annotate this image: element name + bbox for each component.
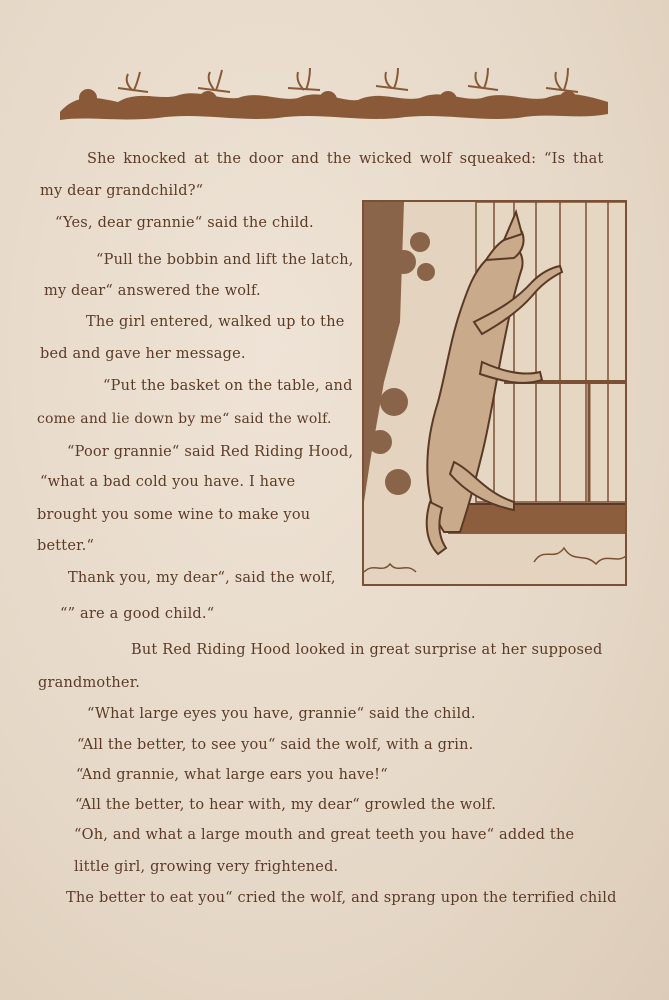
- text-line-23: little girl, growing very frightened.: [74, 859, 339, 875]
- text-line-2: my dear grandchild?“: [40, 183, 204, 199]
- wolf-illustration: [362, 200, 627, 586]
- text-line-12: brought you some wine to make you: [37, 507, 311, 523]
- text-line-22: “Oh, and what a large mouth and great teeth you have“ added the: [74, 827, 575, 843]
- text-line-14: Thank you, my dear“, said the wolf,: [68, 570, 336, 586]
- text-line-16: But Red Riding Hood looked in great surprise at her supposed: [131, 642, 603, 658]
- text-line-9: come and lie down by me“ said the wolf.: [37, 411, 332, 427]
- text-line-4: “Pull the bobbin and lift the latch,: [96, 252, 354, 268]
- text-line-13: better.“: [37, 538, 95, 554]
- text-line-5: my dear“ answered the wolf.: [44, 283, 261, 299]
- text-line-7: bed and gave her message.: [40, 346, 246, 362]
- text-line-10: “Poor grannie“ said Red Riding Hood,: [67, 444, 354, 460]
- text-line-1: She knocked at the door and the wicked wolf squeaked: “Is that: [87, 151, 604, 167]
- dragonfly-border-ornament: [58, 62, 610, 126]
- wolf-at-door-drawing: [364, 202, 627, 586]
- text-line-20: “And grannie, what large ears you have!“: [76, 767, 388, 783]
- text-line-6: The girl entered, walked up to the: [86, 314, 345, 330]
- text-line-19: “All the better, to see you“ said the wolf, with a grin.: [77, 737, 474, 753]
- text-line-17: grandmother.: [38, 675, 141, 691]
- text-line-8: “Put the basket on the table, and: [103, 378, 353, 394]
- text-line-21: “All the better, to hear with, my dear“ growled the wolf.: [75, 797, 497, 813]
- text-line-24: The better to eat you“ cried the wolf, and sprang upon the terrified child: [66, 890, 617, 906]
- text-line-3: “Yes, dear grannie“ said the child.: [55, 215, 314, 231]
- text-line-15: “” are a good child.“: [60, 606, 215, 622]
- text-line-18: “What large eyes you have, grannie“ said the child.: [87, 706, 476, 722]
- text-line-11: “what a bad cold you have. I have: [40, 474, 296, 490]
